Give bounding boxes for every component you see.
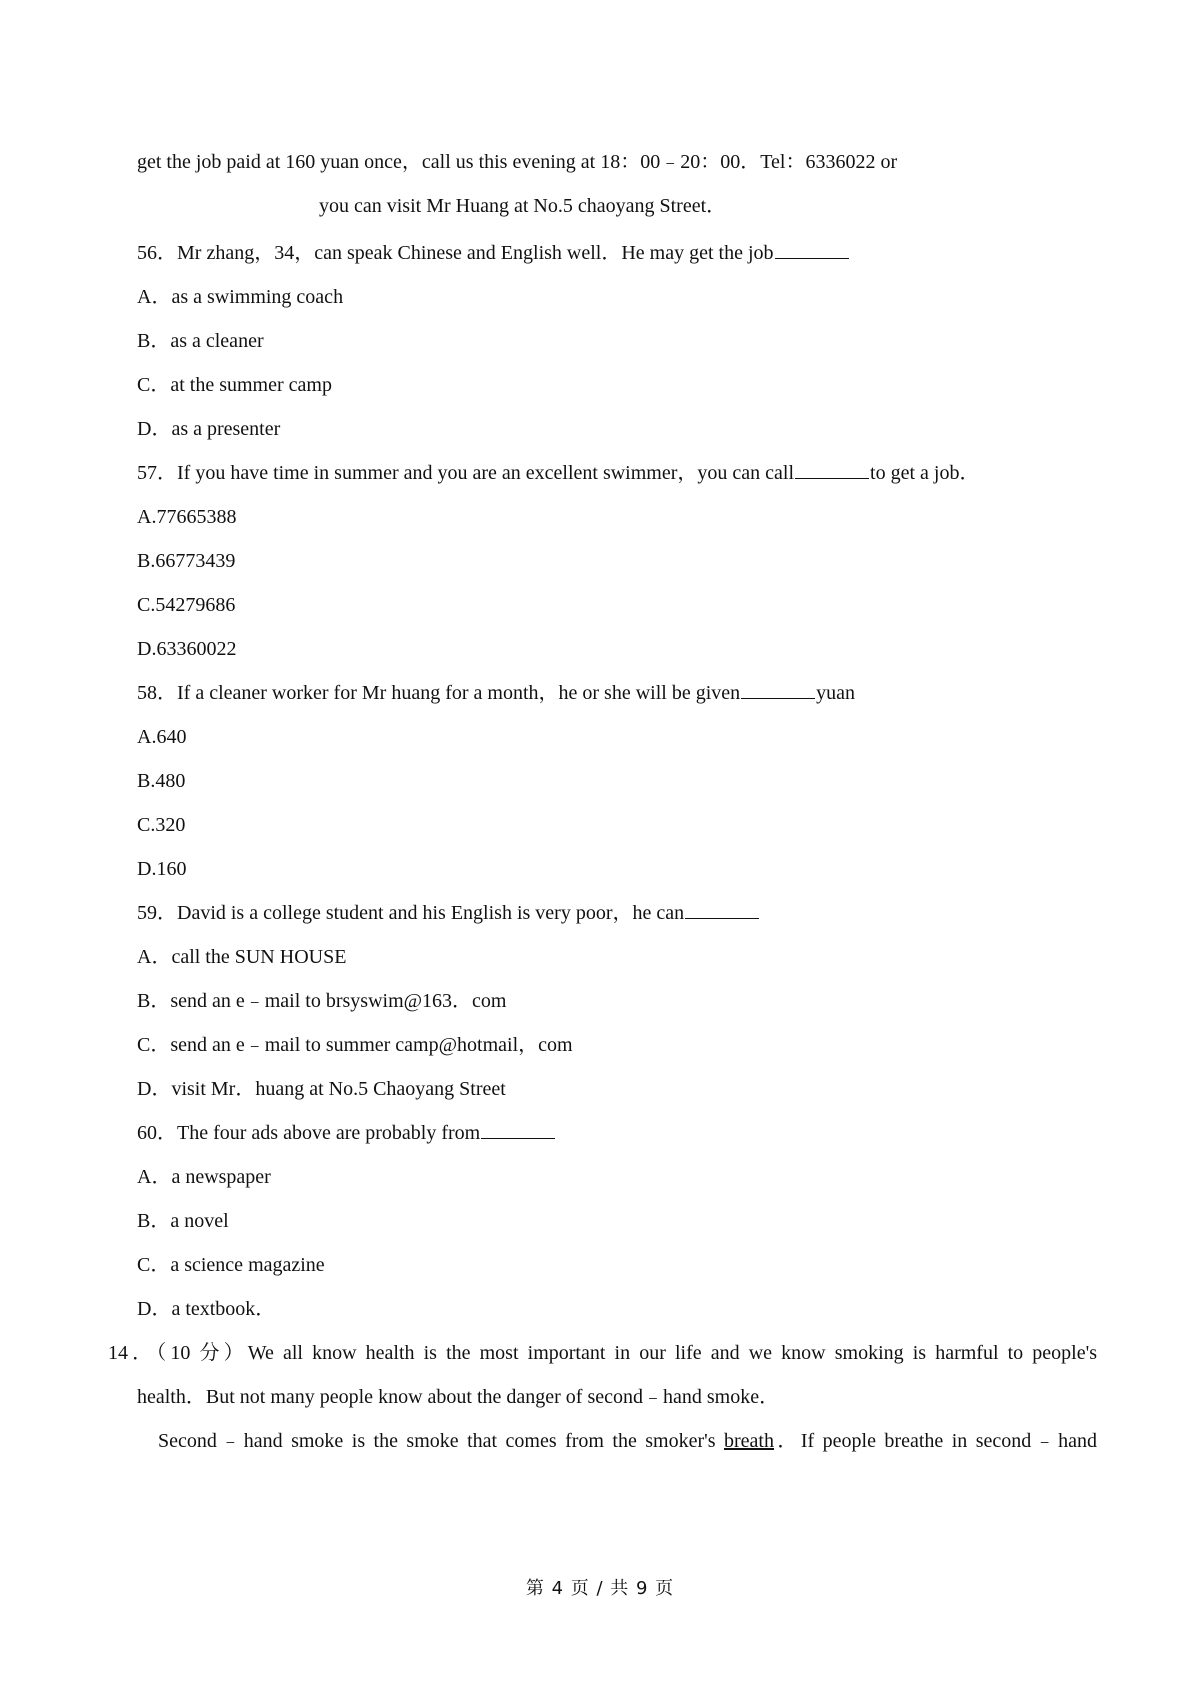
question-60-stem: 60．The four ads above are probably from [137,1120,556,1146]
question-60-option-a: A．a newspaper [137,1166,271,1188]
question-57-stem: 57．If you have time in summer and you are an excellent swimmer，you can call to get a job． [137,462,980,484]
answer-blank [741,680,815,699]
question-14-line-3: Second﹣hand smoke is the smoke that comes from the smoker's breath．If people breathe in second﹣hand [158,1430,1098,1452]
question-56-option-d: D．as a presenter [137,418,281,440]
question-56-stem: 56．Mr zhang，34，can speak Chinese and English well．He may get the job [137,240,850,266]
ad-continuation-line-2: you can visit Mr Huang at No.5 chaoyang Street． [319,195,727,217]
answer-blank [481,1120,555,1139]
question-58-option-c: C.320 [137,814,186,836]
question-56-option-c: C．at the summer camp [137,374,332,396]
question-58-option-a: A.640 [137,726,187,748]
ad-continuation-line-1: get the job paid at 160 yuan once，call us this evening at 18：00﹣20：00．Tel：6336022 or [137,151,898,173]
question-58-stem: 58．If a cleaner worker for Mr huang for a month，he or she will be given yuan [137,682,856,704]
question-56-option-b: B．as a cleaner [137,330,264,352]
question-57-option-d: D.63360022 [137,638,237,660]
underlined-word: breath [724,1430,774,1452]
question-59-option-c: C．send an e﹣mail to summer camp@hotmail，com [137,1034,573,1056]
answer-blank [775,240,849,259]
question-57-option-a: A.77665388 [137,506,237,528]
answer-blank [685,900,759,919]
question-60-option-b: B．a novel [137,1210,229,1232]
question-14-line-1: 14．（10 分）We all know health is the most important in our life and we know smoking is harmful to people's [108,1342,1097,1364]
question-14-line-2: health．But not many people know about the danger of second﹣hand smoke． [137,1386,780,1408]
question-59-option-b: B．send an e﹣mail to brsyswim@163．com [137,990,507,1012]
question-59-option-a: A．call the SUN HOUSE [137,946,347,968]
question-58-option-b: B.480 [137,770,186,792]
question-60-option-d: D．a textbook． [137,1298,276,1320]
question-57-option-c: C.54279686 [137,594,236,616]
question-56-option-a: A．as a swimming coach [137,286,344,308]
question-59-stem: 59．David is a college student and his English is very poor，he can [137,900,760,926]
question-57-option-b: B.66773439 [137,550,236,572]
question-59-option-d: D．visit Mr．huang at No.5 Chaoyang Street [137,1078,506,1100]
question-58-option-d: D.160 [137,858,187,880]
question-60-option-c: C．a science magazine [137,1254,325,1276]
answer-blank [795,460,869,479]
page-footer: 第 4 页 / 共 9 页 [525,1578,675,1599]
